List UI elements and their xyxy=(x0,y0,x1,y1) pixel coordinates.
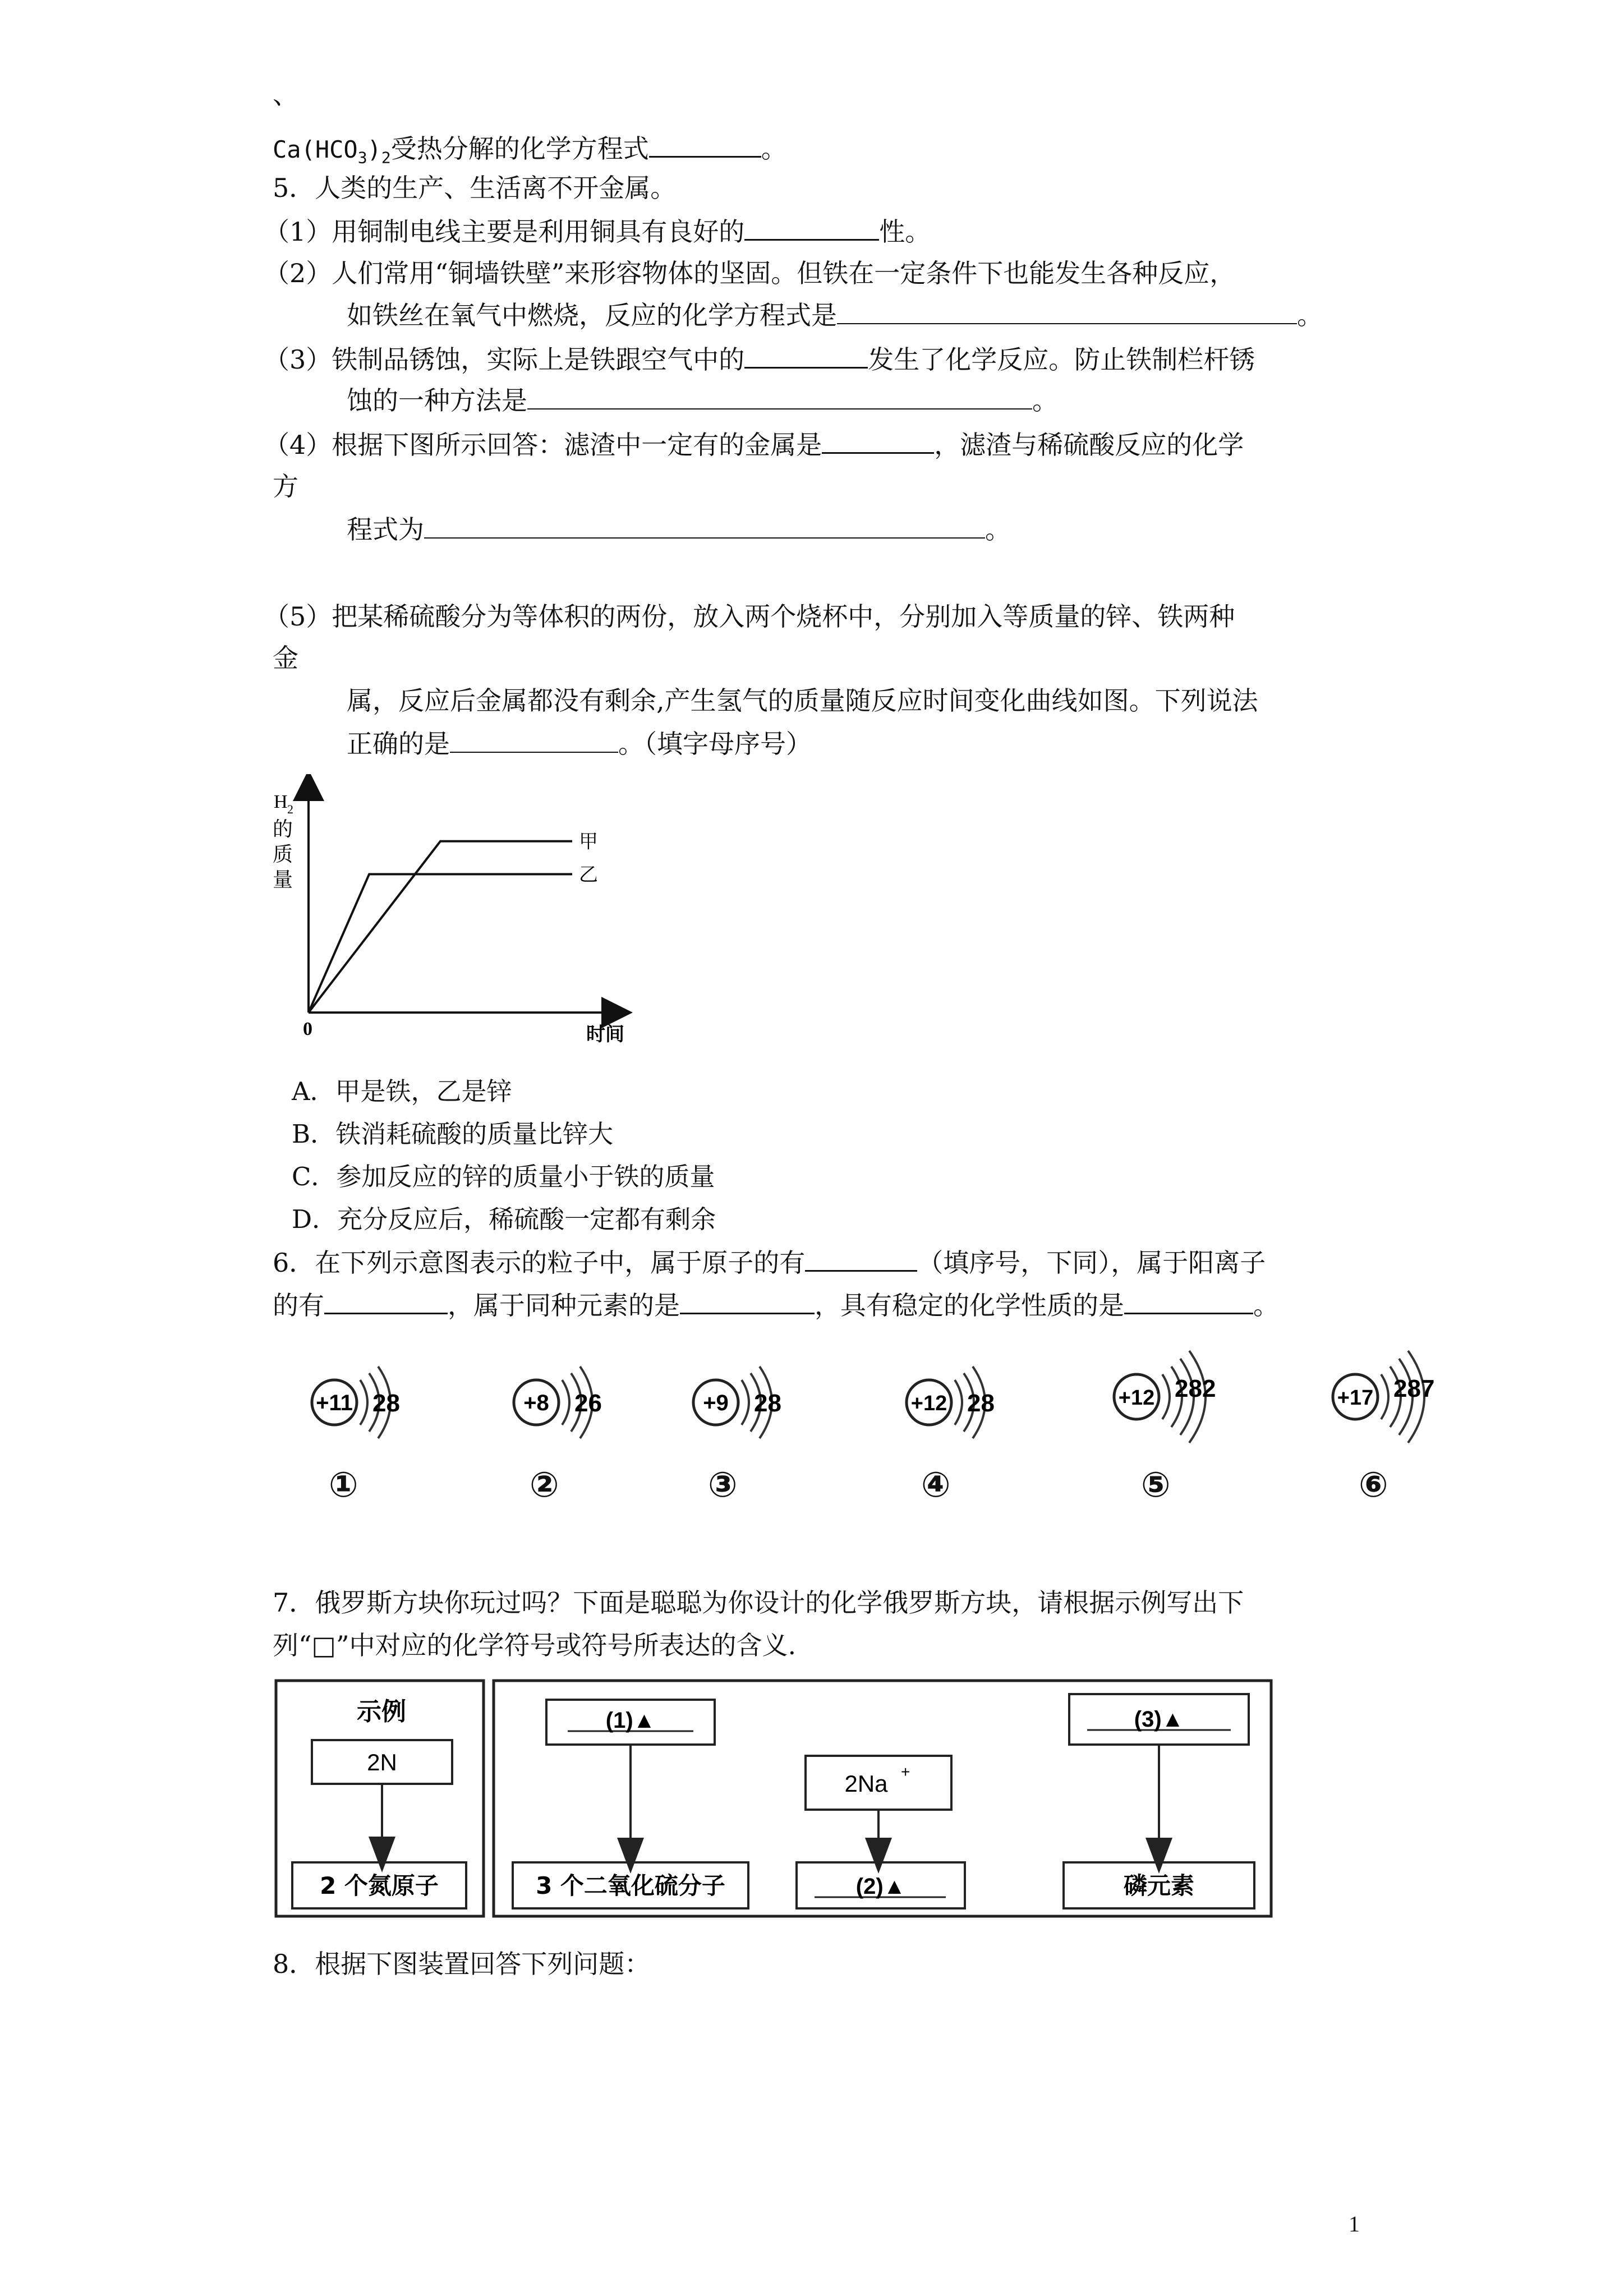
particle-label-1: ① xyxy=(329,1464,358,1505)
q5-part2-line2: 如铁丝在氧气中燃烧，反应的化学方程式是 。 xyxy=(347,297,1323,333)
q5-part4-line1: （4）根据下图所示回答：滤渣中一定有的金属是 ，滤渣与稀硫酸反应的化学 xyxy=(264,426,1244,462)
box2-bottom-text: (2)▲ xyxy=(855,1874,906,1899)
q5-part5-line1: （5）把某稀硫酸分为等体积的两份，放入两个烧杯中，分别加入等质量的锌、铁两种 xyxy=(264,601,1235,632)
particle-label-2: ② xyxy=(530,1464,559,1505)
electron-shells: 28 xyxy=(754,1389,781,1417)
q5-part5-line4: 正确的是 。（填字母序号） xyxy=(347,726,812,761)
shell-arc xyxy=(1162,1374,1170,1419)
series-label-1: 甲 xyxy=(579,830,598,853)
particle-2 xyxy=(508,1346,654,1447)
particle-3 xyxy=(688,1346,834,1447)
particle-label-4: ④ xyxy=(921,1464,951,1505)
box2-top-text: 2Na xyxy=(844,1770,888,1797)
y-axis-label-liang: 量 xyxy=(273,868,293,891)
formula-ca-hco3: $Ca(HCO_3)_2$ xyxy=(273,136,391,167)
example-title: 示例 xyxy=(357,1697,406,1726)
answer-blank xyxy=(744,213,879,241)
series-line-2 xyxy=(309,874,572,1013)
q5-part5-line3: 属，反应后金属都没有剩余,产生氢气的质量随反应时间变化曲线如图。下列说法 xyxy=(347,685,1258,716)
answer-blank xyxy=(1124,1287,1253,1314)
q5-part4-line2: 方 xyxy=(273,471,298,501)
answer-blank xyxy=(527,383,1032,409)
option-d: D．充分反应后，稀硫酸一定都有剩余 xyxy=(292,1204,716,1234)
q7-line1: 7．俄罗斯方块你玩过吗？下面是聪聪为你设计的化学俄罗斯方块，请根据示例写出下 xyxy=(273,1588,1244,1618)
q5-part2-line1: （2）人们常用“铜墙铁壁”来形容物体的坚固。但铁在一定条件下也能发生各种反应， xyxy=(264,258,1236,288)
option-a: A．甲是铁，乙是锌 xyxy=(292,1076,512,1106)
origin-label: 0 xyxy=(303,1019,312,1039)
q6-line2: 的有 ，属于同种元素的是 ，具有稳定的化学性质的是 。 xyxy=(273,1287,1279,1323)
box3-top-text: (3)▲ xyxy=(1134,1707,1184,1732)
box1-bottom-text: 3 个二氧化硫分子 xyxy=(536,1872,725,1899)
answer-blank xyxy=(424,512,985,539)
particle-4 xyxy=(901,1346,1047,1447)
particle-5 xyxy=(1108,1335,1277,1453)
q8-title: 8．根据下图装置回答下列问题： xyxy=(273,1949,651,1979)
particle-label-3: ③ xyxy=(708,1464,738,1505)
answer-blank xyxy=(680,1287,815,1314)
q6-line1: 6．在下列示意图表示的粒子中，属于原子的有 （填序号，下同），属于阳离子 xyxy=(273,1244,1266,1280)
q5-part3-line2: 蚀的一种方法是 。 xyxy=(347,383,1058,418)
series-label-2: 乙 xyxy=(579,863,598,886)
q5-part3-line1: （3）铁制品锈蚀，实际上是铁跟空气中的 发生了化学反应。防止铁制栏杆锈 xyxy=(264,341,1255,377)
electron-shells: 287 xyxy=(1393,1375,1435,1402)
particle-1 xyxy=(306,1346,452,1447)
top-mark: 、 xyxy=(273,80,298,110)
series-line-1 xyxy=(309,841,572,1013)
shell-arc xyxy=(1381,1374,1388,1419)
q5-part1: （1）用铜制电线主要是利用铜具有良好的 性。 xyxy=(264,213,931,249)
answer-blank xyxy=(805,1244,917,1272)
answer-blank xyxy=(450,726,618,753)
answer-blank xyxy=(837,297,1297,324)
option-b: B．铁消耗硫酸的质量比锌大 xyxy=(292,1119,614,1149)
q5-title: 5．人类的生产、生活离不开金属。 xyxy=(273,173,677,203)
particle-diagrams xyxy=(273,1335,1507,1520)
particle-6 xyxy=(1327,1335,1501,1453)
y-axis-label-h: H xyxy=(274,792,288,812)
box1-top-text: (1)▲ xyxy=(605,1708,656,1733)
nucleus-charge: +12 xyxy=(910,1392,947,1415)
nucleus-charge: +11 xyxy=(316,1391,353,1415)
particle-label-6: ⑥ xyxy=(1359,1464,1388,1505)
nucleus-charge: +12 xyxy=(1118,1386,1155,1410)
y-axis-label-de: 的 xyxy=(273,818,293,841)
q5-part4-line3: 程式为 。 xyxy=(347,512,1011,547)
tetris-diagram xyxy=(273,1677,1282,1924)
y-axis-label-zhi: 质 xyxy=(273,843,293,866)
electron-shells: 28 xyxy=(967,1389,995,1417)
h2-mass-chart xyxy=(269,774,651,1049)
q5-part5-line2: 金 xyxy=(273,643,298,673)
example-bottom-text: 2 个氮原子 xyxy=(320,1872,439,1899)
y-axis-label-sub: 2 xyxy=(287,802,293,816)
shell-arc xyxy=(955,1380,962,1425)
shell-arc xyxy=(742,1380,749,1425)
option-c: C．参加反应的锌的质量小于铁的质量 xyxy=(292,1162,715,1191)
nucleus-charge: +9 xyxy=(703,1391,729,1415)
example-top-text: 2N xyxy=(367,1749,397,1775)
electron-shells: 26 xyxy=(574,1389,602,1417)
shell-arc xyxy=(360,1380,367,1425)
electron-shells: 28 xyxy=(372,1389,400,1417)
nucleus-charge: +8 xyxy=(523,1391,549,1415)
shell-arc xyxy=(562,1380,569,1425)
answer-blank xyxy=(649,130,761,158)
answer-blank xyxy=(324,1287,448,1314)
q4-tail-line: $Ca(HCO_3)_2$受热分解的化学方程式 。 xyxy=(273,130,787,175)
answer-blank xyxy=(744,341,868,369)
nucleus-charge: +17 xyxy=(1337,1386,1374,1410)
page-number: 1 xyxy=(1349,2211,1360,2237)
box3-bottom-text: 磷元素 xyxy=(1123,1872,1195,1899)
electron-shells: 282 xyxy=(1175,1375,1216,1402)
box2-top-sup: + xyxy=(901,1763,910,1780)
x-axis-label: 时间 xyxy=(586,1023,624,1046)
q7-line2: 列“□”中对应的化学符号或符号所表达的含义. xyxy=(273,1630,797,1660)
answer-blank xyxy=(822,426,934,454)
particle-label-5: ⑤ xyxy=(1141,1464,1171,1505)
